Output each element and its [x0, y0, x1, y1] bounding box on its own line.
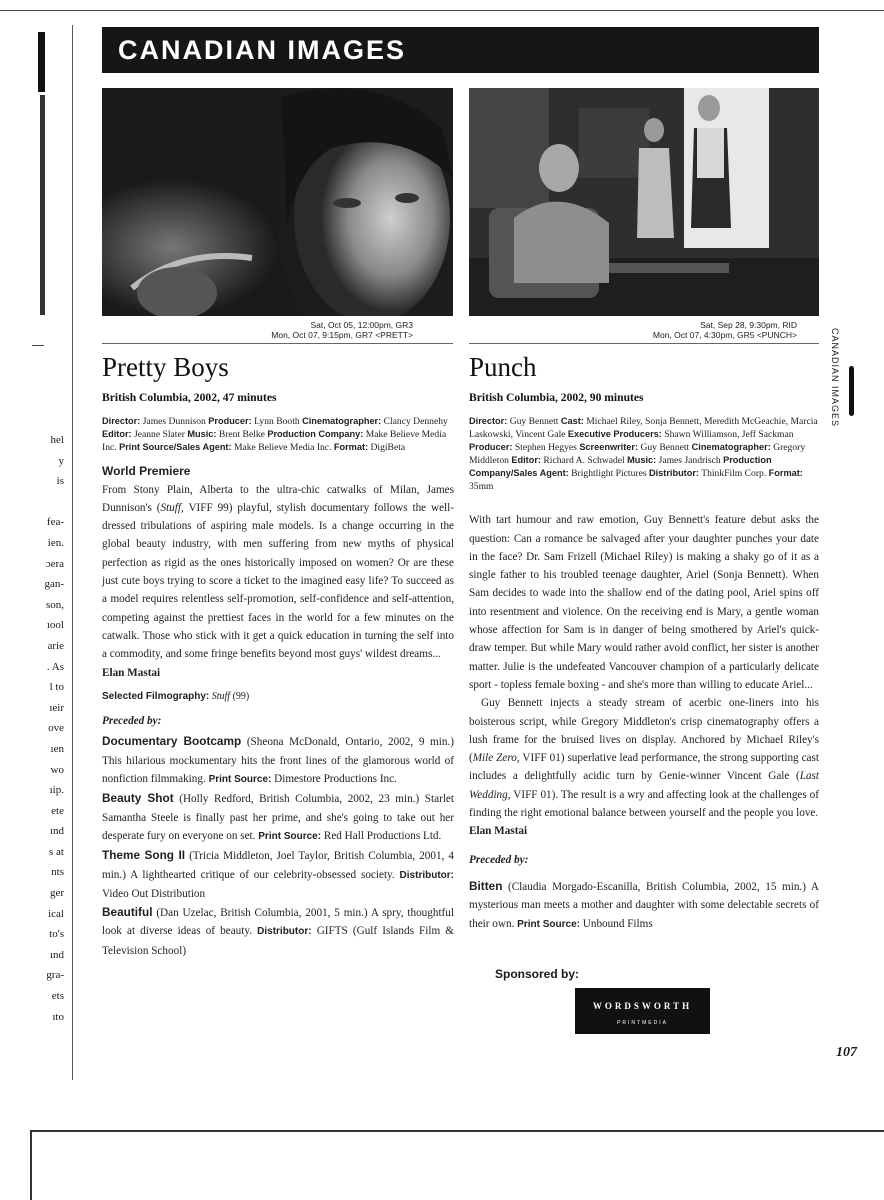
gutter-fragment: ɔera — [45, 557, 64, 570]
gutter-fragment: ete — [51, 804, 64, 817]
credit-value: Stephen Hegyes — [514, 442, 577, 454]
premiere-label: World Premiere — [102, 464, 191, 479]
credit-label: Production Company/Sales Agent: — [469, 455, 772, 479]
section-side-tab: CANADIAN IMAGES — [818, 328, 858, 448]
film-synopsis: From Stony Plain, Alberta to the ultra-chic catwalks of Milan, James Dunnison's (Stuff, VIFF 99) playful, stylish documentary follows the well-dressed tribulations of aspiring male models. Is a change occurring in the global beauty industry, with men suffering from new myths of physical perfection as rigid as the ones historically imposed on women? Or are these just cute boys trying to score a ticket to the imagined easy life? To succeed as a model requires relentless self-promotion, self-confidence and self-attention, competing against the prettiest faces in the world for a few minutes on the catwalk. Those who stick with it get a quick education in turning the self into a commodity, and some fringe benefits beyond most guys' wildest dreams... — [102, 483, 454, 661]
gutter-fragment: ıool — [46, 619, 64, 632]
bottom-rule — [30, 1130, 884, 1132]
gutter-fragment: ıeir — [49, 701, 64, 714]
showtime: Mon, Oct 07, 4:30pm, GR5 <PUNCH> — [652, 330, 797, 340]
pretty-boys-still-photo — [102, 88, 453, 316]
gutter-fragment: son, — [45, 598, 64, 611]
film-title: Punch — [469, 352, 537, 382]
gutter-fragment: is — [56, 475, 64, 488]
credit-label: Production Company: — [267, 429, 364, 440]
punch-still-photo — [469, 88, 819, 316]
gutter-fragment: gra- — [46, 969, 64, 982]
showtime-rule — [469, 343, 819, 344]
selected-filmography: Selected Filmography: Stuff (99) — [102, 690, 250, 702]
short-film-title: Beautiful — [102, 905, 153, 920]
credit-value: Guy Bennett — [509, 416, 559, 428]
gutter-fragment: ical — [48, 907, 64, 920]
page-number: 107 — [836, 1045, 857, 1060]
adjacent-page-text-fragments — [30, 430, 64, 1027]
credit-value: James Dunnison — [142, 416, 206, 428]
credit-value: Guy Bennett — [640, 442, 690, 454]
gutter-fragment: ien. — [47, 536, 64, 549]
short-films-list — [102, 732, 454, 960]
gutter-fragment: y — [58, 454, 64, 467]
short-film-entry: Beautiful (Dan Uzelac, British Columbia, 2001, 5 min.) A spry, thoughtful look at diverse ideas of beauty. Distributor: GIFTS (Gulf Islands Film & Television School) — [102, 905, 454, 957]
gutter-fragment: ınd — [49, 825, 64, 838]
credit-label: Cinematographer: — [302, 416, 382, 427]
credit-label: Distributor: — [648, 468, 699, 479]
gutter-fragment: ıip. — [49, 784, 64, 797]
short-film-title: Beauty Shot — [102, 791, 174, 806]
credit-value: Make Believe Media Inc. — [102, 429, 447, 454]
credit-value: Shawn Williamson, Jeff Sackman — [664, 429, 794, 441]
gutter-fragment: gan- — [44, 578, 64, 591]
short-film-entry: Beauty Shot (Holly Redford, British Columbia, 2002, 23 min.) Starlet Samantha Steele is finally past her prime, and she's going to take out her desperate fury on everyone on set. Print Source: Red Hall Productions Ltd. — [102, 791, 454, 842]
gutter-fragment — [30, 492, 64, 513]
credit-label: Executive Producers: — [567, 429, 662, 440]
column-rule — [72, 25, 73, 1080]
credit-label: Cast: — [560, 416, 584, 427]
film-title: Pretty Boys — [102, 352, 229, 382]
film-synopsis-paragraph: With tart humour and raw emotion, Guy Bennett's feature debut asks the question: Can a romance be salvaged after your daughter punches your date in the face? Dr. Sam Frizell (Michael Riley) is making a shaky go of it as a single father to his troubled teenage daughter, Ariel (Sonja Bennett). When Sam decides to wade into the shallow end of the dating pool, Ariel spins off into resentment and violence. On the receiving end is Mary, a gentle woman whose affection for Sam is in danger of being smothered by Ariel's quick-draw temper. But while Mary would rather avoid conflict, her sister is another matter. Julie is the undefeated Vancouver champion of a particularly delicate sport - topless female boxing - and she's more than willing to educate Ariel... — [469, 514, 819, 691]
author-name: Elan Mastai — [102, 666, 161, 679]
punch-entry — [469, 345, 819, 934]
short-film-title: Documentary Bootcamp — [102, 734, 242, 749]
credit-label: Director: — [469, 416, 508, 427]
short-film-entry: Documentary Bootcamp (Sheona McDonald, Ontario, 2002, 9 min.) This hilarious mockumentary hits the front lines of the glamorous world of nonfiction filmmaking. Print Source: Dimestore Productions Inc. — [102, 734, 454, 786]
credit-label: Producer: — [469, 442, 513, 453]
short-film-entry: Bitten (Claudia Morgado-Escanilla, British Columbia, 2002, 15 min.) A mysterious man meets a mother and daughter with some delectable secrets of their own. Print Source: Unbound Films — [469, 878, 819, 930]
credit-label: Music: — [627, 455, 657, 466]
credit-value: Clancy Dennehy — [383, 416, 448, 428]
credit-value: 35mm — [469, 481, 494, 493]
credit-label: Director: — [102, 416, 141, 427]
credit-label: Music: — [187, 429, 217, 440]
credit-label: Format: — [768, 468, 803, 479]
film-origin: British Columbia, 2002, 47 minutes — [102, 391, 277, 404]
section-title: CANADIAN IMAGES — [118, 35, 407, 65]
credit-value: Gregory Middleton — [469, 442, 806, 467]
credit-value: DigiBeta — [370, 442, 406, 454]
preceded-by-label: Preceded by: — [102, 715, 162, 728]
gutter-fragment: ınd — [49, 948, 64, 961]
credit-value: ThinkFilm Corp. — [701, 468, 767, 480]
gutter-fragment: l to — [49, 681, 64, 694]
gutter-fragment: arie — [47, 639, 64, 652]
credit-value: Michael Riley, Sonja Bennett, Meredith McGeachie, Marcia Laskowski, Vincent Gale — [469, 416, 818, 441]
credit-value: Make Believe Media Inc. — [233, 442, 332, 454]
showtime: Sat, Oct 05, 12:00pm, GR3 — [310, 320, 413, 330]
pretty-boys-showtimes — [200, 320, 413, 340]
section-banner — [102, 27, 819, 73]
gutter-fragment: to's — [49, 928, 64, 941]
short-film-entry: Theme Song II (Tricia Middleton, Joel Taylor, British Columbia, 2001, 4 min.) A lighthearted critique of our celebrity-obsessed society. Distributor: Video Out Distribution — [102, 848, 454, 900]
gutter-fragment: ger — [49, 887, 64, 900]
gutter-fragment: fea- — [46, 516, 64, 529]
gutter-fragment: wo — [50, 763, 64, 776]
gutter-fragment: s at — [49, 845, 64, 858]
margin-mark — [40, 95, 45, 315]
film-origin: British Columbia, 2002, 90 minutes — [469, 391, 644, 404]
side-tab-bar — [849, 366, 854, 416]
credit-value: James Jandrisch — [658, 455, 721, 467]
film-synopsis-paragraph: Guy Bennett injects a steady stream of acerbic one-liners into his boisterous script, while Gregory Middleton's crisp cinematography offers a lush frame for the bruised lives on display. Anchored by Michael Riley's (Mile Zero, VIFF 01) superlative lead performance, the strong supporting cast includes a delightfully acidic turn by Genie-winner Vincent Gale (Last Wedding, VIFF 01). The result is a wry and affecting look at the challenges of finding the right emotional balance between yourself and the people you love. — [469, 697, 819, 820]
credit-value: Lynn Booth — [254, 416, 300, 428]
gutter-fragment: ove — [48, 722, 64, 735]
bottom-corner-rule — [30, 1130, 32, 1200]
credit-label: Editor: — [511, 455, 541, 466]
credit-label: Producer: — [208, 416, 252, 427]
gutter-fragment: ets — [51, 990, 64, 1003]
credit-label: Format: — [333, 442, 369, 453]
margin-tick — [32, 345, 44, 346]
short-film-title: Bitten — [469, 878, 503, 893]
margin-mark — [38, 32, 45, 92]
gutter-fragment: ıto — [52, 1010, 64, 1023]
credit-label: Print Source/Sales Agent: — [119, 442, 232, 453]
credit-label: Editor: — [102, 429, 132, 440]
showtime: Sat, Sep 28, 9:30pm, RID — [700, 320, 797, 330]
credit-label: Screenwriter: — [579, 442, 639, 453]
credit-value: Jeanne Slater — [134, 429, 185, 441]
gutter-fragment: . As — [46, 660, 64, 673]
punch-showtimes — [560, 320, 797, 340]
sponsor-label: Sponsored by: — [495, 967, 580, 981]
gutter-fragment: nts — [51, 866, 64, 879]
top-rule — [0, 10, 884, 11]
author-name: Elan Mastai — [469, 825, 528, 838]
pretty-boys-entry — [102, 345, 454, 960]
gutter-fragment: ıen — [50, 742, 64, 755]
preceded-by-label: Preceded by: — [469, 853, 529, 866]
wordsworth-logo: WORDSWORTH PRINTMEDIA — [575, 988, 710, 1034]
credit-label: Cinematographer: — [691, 442, 771, 453]
short-film-title: Theme Song II — [102, 848, 186, 863]
credit-value: Brent Belke — [218, 429, 265, 441]
showtime-rule — [102, 343, 453, 344]
credit-value: Brightlight Pictures — [571, 468, 647, 480]
gutter-fragment: hel — [50, 434, 64, 446]
film-credits — [102, 415, 454, 454]
showtime: Mon, Oct 07, 9:15pm, GR7 <PRETT> — [271, 330, 413, 340]
film-credits — [469, 415, 819, 493]
credit-value: Richard A. Schwadel — [543, 455, 625, 467]
